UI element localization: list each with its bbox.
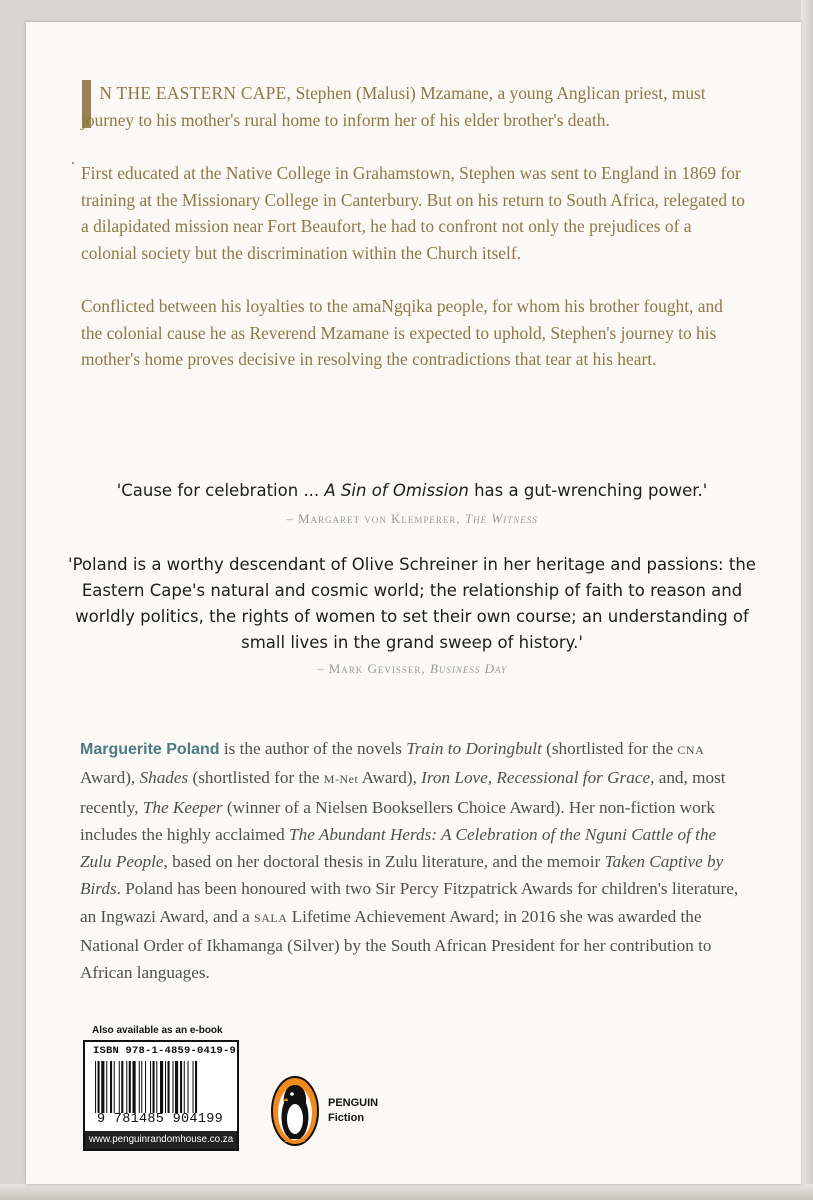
publisher-imprint [328, 1096, 378, 1126]
quote-1-text-before: 'Cause for celebration ... [116, 481, 325, 500]
penguin-logo-icon [270, 1075, 320, 1147]
award-abbrev: M-Net [323, 772, 359, 787]
author-bio [80, 735, 748, 987]
bio-text: (winner of a Nielsen Booksellers Choice Award). Her non-fiction work includes the highly acclaimed [80, 797, 715, 844]
blurb-paragraph-2: First educated at the Native College in Grahamstown, Stephen was sent to England in 1869 for training at the Missionary College in Canterbury. But on his return to South Africa, relegated to a dilapidated mission near Fort Beaufort, he had to confront not only the prejudices of a colonial society but the discrimination within the Church itself. [81, 163, 745, 263]
attribution-1-name: – Margaret von Klemperer, [286, 511, 461, 526]
speck [72, 162, 74, 164]
bio-text: Award), [80, 768, 140, 788]
isbn-barcode-block [83, 1040, 239, 1151]
bio-text: Award), [358, 768, 422, 788]
book-title: Iron Love, Recessional for Grace, [421, 768, 655, 788]
bio-text: is the author of the novels [219, 739, 407, 758]
bio-text: (shortlisted for the [188, 768, 324, 788]
blurb-lead-in: N THE EASTERN CAPE, [99, 83, 292, 103]
imprint-name: Fiction [328, 1112, 365, 1124]
page-edge-bottom [0, 1184, 813, 1200]
barcode-digits: 9 781485 904199 [96, 1112, 224, 1127]
book-title: Shades [139, 768, 189, 788]
book-title: The Keeper [142, 797, 223, 817]
book-title: Taken Captive by Birds [80, 852, 724, 899]
blurb-paragraph-3: Conflicted between his loyalties to the amaNgqika people, for whom his brother fought, and the colonial cause he as Reverend Mzamane is expected to uphold, Stephen's journey to his mother's home proves decisive in resolving the contradictions that tear at his heart. [81, 296, 723, 369]
page-edge-right [801, 0, 813, 1200]
blurb-paragraph-1-text: Stephen (Malusi) Mzamane, a young Anglican priest, must journey to his mother's rural home to inform her of his elder brother's death. [81, 83, 706, 130]
publisher-url: www.penguinrandomhouse.co.za [85, 1131, 237, 1149]
review-attribution-1 [60, 511, 764, 527]
isbn-number: ISBN 978-1-4859-0419-9 [93, 1045, 237, 1057]
review-attribution-2 [60, 661, 764, 677]
book-title: Train to Doringbult [406, 739, 542, 758]
attribution-2-name: – Mark Gevisser, [316, 661, 426, 676]
award-abbrev: CNA [677, 743, 705, 757]
attribution-2-source: Business Day [429, 661, 508, 676]
barcode-icon [95, 1061, 229, 1113]
ebook-availability-note: Also available as an e-book [92, 1025, 223, 1036]
attribution-1-source: The Witness [464, 511, 538, 526]
bio-text: Lifetime Achievement Award; in 2016 she was awarded the National Order of Ikhamanga (Silver) by the South African President for her contribution to African languages. [80, 906, 712, 983]
bio-text: (shortlisted for the [541, 739, 678, 758]
publisher-name: PENGUIN [328, 1097, 379, 1109]
book-title: The Abundant Herds: A Celebration of the Nguni Cattle of the Zulu People [80, 824, 717, 872]
review-quote-2: 'Poland is a worthy descendant of Olive Schreiner in her heritage and passions: the Eastern Cape's natural and cosmic world; the relationship of faith to reason and worldly politics, the rights of women to set their own course; an understanding of small lives in the grand sweep of history.' [68, 555, 756, 652]
author-name: Marguerite Poland [80, 741, 220, 758]
blurb-paragraph-1 [81, 80, 746, 133]
quote-1-text-after: has a gut-wrenching power.' [468, 481, 708, 500]
award-abbrev: SALA [254, 910, 288, 925]
bio-text: , based on her doctoral thesis in Zulu literature, and the memoir [163, 852, 605, 872]
quote-1-book-title: A Sin of Omission [324, 481, 469, 500]
bio-text: and, most recently, [80, 768, 726, 817]
review-quote-1 [60, 478, 764, 504]
bio-text: . Poland has been honoured with two Sir Percy Fitzpatrick Awards for children's literature, an Ingwazi Award, and a [80, 879, 739, 926]
